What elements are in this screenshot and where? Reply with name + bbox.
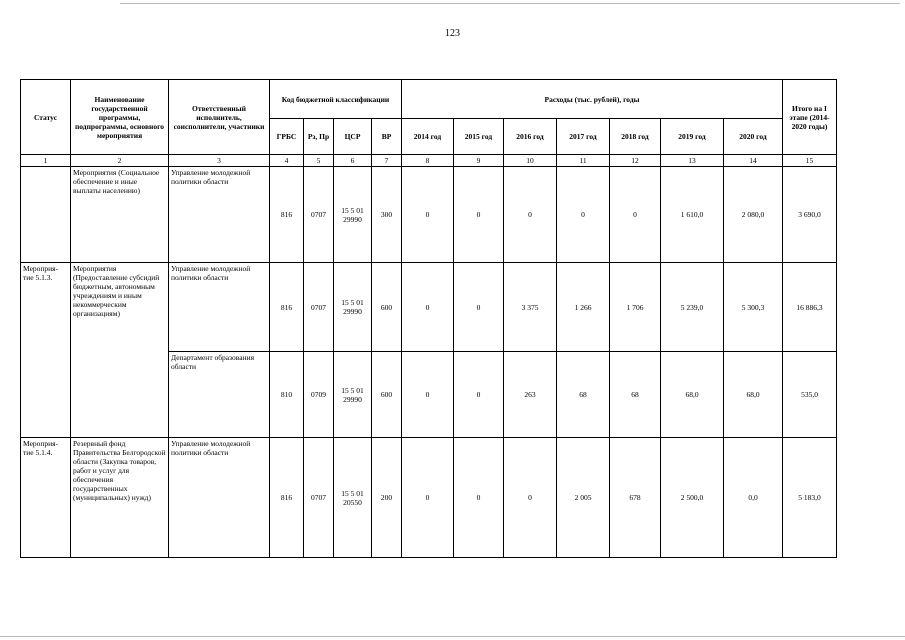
header-year-2016: 2016 год (504, 119, 557, 155)
executor-cell: Департамент образования области (169, 352, 270, 438)
csr-cell: 15 5 01 20550 (334, 438, 372, 558)
rz-pr-cell: 0707 (304, 263, 334, 352)
table-row (21, 167, 837, 263)
budget-table (20, 79, 837, 558)
value-2019-cell: 5 239,0 (661, 263, 724, 352)
column-number-row (21, 155, 837, 167)
column-number: 6 (334, 155, 372, 167)
total-cell: 5 183,0 (783, 438, 837, 558)
grbs-cell: 810 (270, 352, 304, 438)
value-2020-cell: 2 080,0 (724, 167, 783, 263)
total-cell: 3 690,0 (783, 167, 837, 263)
value-2019-cell: 2 500,0 (661, 438, 724, 558)
column-number: 7 (372, 155, 402, 167)
header-grbs: ГРБС (270, 119, 304, 155)
value-2014-cell: 0 (402, 167, 454, 263)
csr-cell: 15 5 01 29990 (334, 167, 372, 263)
header-total: Итого на I этапе (2014-2020 годы) (783, 80, 837, 155)
column-number: 3 (169, 155, 270, 167)
grbs-cell: 816 (270, 167, 304, 263)
value-2014-cell: 0 (402, 352, 454, 438)
csr-cell: 15 5 01 29990 (334, 263, 372, 352)
grbs-cell: 816 (270, 263, 304, 352)
executor-cell: Управление молодежной политики области (169, 263, 270, 352)
header-year-2014: 2014 год (402, 119, 454, 155)
header-row-1 (21, 80, 837, 119)
column-number: 9 (454, 155, 504, 167)
header-rz-pr: Рз, Пр (304, 119, 334, 155)
value-2016-cell: 263 (504, 352, 557, 438)
vr-cell: 600 (372, 263, 402, 352)
executor-cell: Управление молодежной политики области (169, 438, 270, 558)
rz-pr-cell: 0709 (304, 352, 334, 438)
value-2016-cell: 3 375 (504, 263, 557, 352)
table-row (21, 263, 837, 352)
value-2015-cell: 0 (454, 352, 504, 438)
value-2015-cell: 0 (454, 167, 504, 263)
header-name: Наименование государственной программы, подпрограммы, основного мероприятия (71, 80, 169, 155)
value-2015-cell: 0 (454, 263, 504, 352)
header-year-2019: 2019 год (661, 119, 724, 155)
column-number: 5 (304, 155, 334, 167)
value-2016-cell: 0 (504, 167, 557, 263)
header-csr: ЦСР (334, 119, 372, 155)
column-number: 15 (783, 155, 837, 167)
vr-cell: 200 (372, 438, 402, 558)
value-2018-cell: 68 (610, 352, 661, 438)
vr-cell: 300 (372, 167, 402, 263)
rz-pr-cell: 0707 (304, 167, 334, 263)
column-number: 12 (610, 155, 661, 167)
header-status: Статус (21, 80, 71, 155)
column-number: 8 (402, 155, 454, 167)
header-budget-code: Код бюджетной классификации (270, 80, 402, 119)
page-number: 123 (445, 28, 460, 39)
value-2017-cell: 2 005 (557, 438, 610, 558)
column-number: 13 (661, 155, 724, 167)
name-cell: Мероприятия (Социальное обеспечение и иные выплаты населению) (71, 167, 169, 263)
value-2020-cell: 5 300,3 (724, 263, 783, 352)
name-cell: Резервный фонд Правительства Белгородской области (Закупка товаров, работ и услуг для обеспечения государственных (муниципальных) нужд) (71, 438, 169, 558)
value-2017-cell: 68 (557, 352, 610, 438)
column-number: 11 (557, 155, 610, 167)
header-vr: ВР (372, 119, 402, 155)
column-number: 10 (504, 155, 557, 167)
value-2017-cell: 0 (557, 167, 610, 263)
header-expenses: Расходы (тыс. рублей), годы (402, 80, 783, 119)
name-cell: Мероприятия (Предоставление субсидий бюджетным, автономным учреждениям и иным некоммерческим организациям) (71, 263, 169, 438)
header-executor: Ответственный исполнитель, соисполнители, участники (169, 80, 270, 155)
rz-pr-cell: 0707 (304, 438, 334, 558)
column-number: 2 (71, 155, 169, 167)
value-2017-cell: 1 266 (557, 263, 610, 352)
value-2020-cell: 68,0 (724, 352, 783, 438)
vr-cell: 600 (372, 352, 402, 438)
value-2018-cell: 1 706 (610, 263, 661, 352)
column-number: 4 (270, 155, 304, 167)
value-2014-cell: 0 (402, 438, 454, 558)
grbs-cell: 816 (270, 438, 304, 558)
csr-cell: 15 5 01 29990 (334, 352, 372, 438)
header-year-2020: 2020 год (724, 119, 783, 155)
scan-top-line (120, 3, 900, 4)
value-2016-cell: 0 (504, 438, 557, 558)
scan-bottom-line (0, 636, 905, 637)
value-2019-cell: 1 610,0 (661, 167, 724, 263)
value-2014-cell: 0 (402, 263, 454, 352)
status-cell (21, 167, 71, 263)
status-cell: Мероприя-тие 5.1.3. (21, 263, 71, 438)
value-2018-cell: 0 (610, 167, 661, 263)
header-year-2017: 2017 год (557, 119, 610, 155)
value-2019-cell: 68,0 (661, 352, 724, 438)
total-cell: 535,0 (783, 352, 837, 438)
header-year-2015: 2015 год (454, 119, 504, 155)
value-2015-cell: 0 (454, 438, 504, 558)
column-number: 14 (724, 155, 783, 167)
header-year-2018: 2018 год (610, 119, 661, 155)
column-number: 1 (21, 155, 71, 167)
value-2020-cell: 0,0 (724, 438, 783, 558)
total-cell: 16 886,3 (783, 263, 837, 352)
status-cell: Мероприя-тие 5.1.4. (21, 438, 71, 558)
value-2018-cell: 678 (610, 438, 661, 558)
executor-cell: Управление молодежной политики области (169, 167, 270, 263)
table-row (21, 438, 837, 558)
